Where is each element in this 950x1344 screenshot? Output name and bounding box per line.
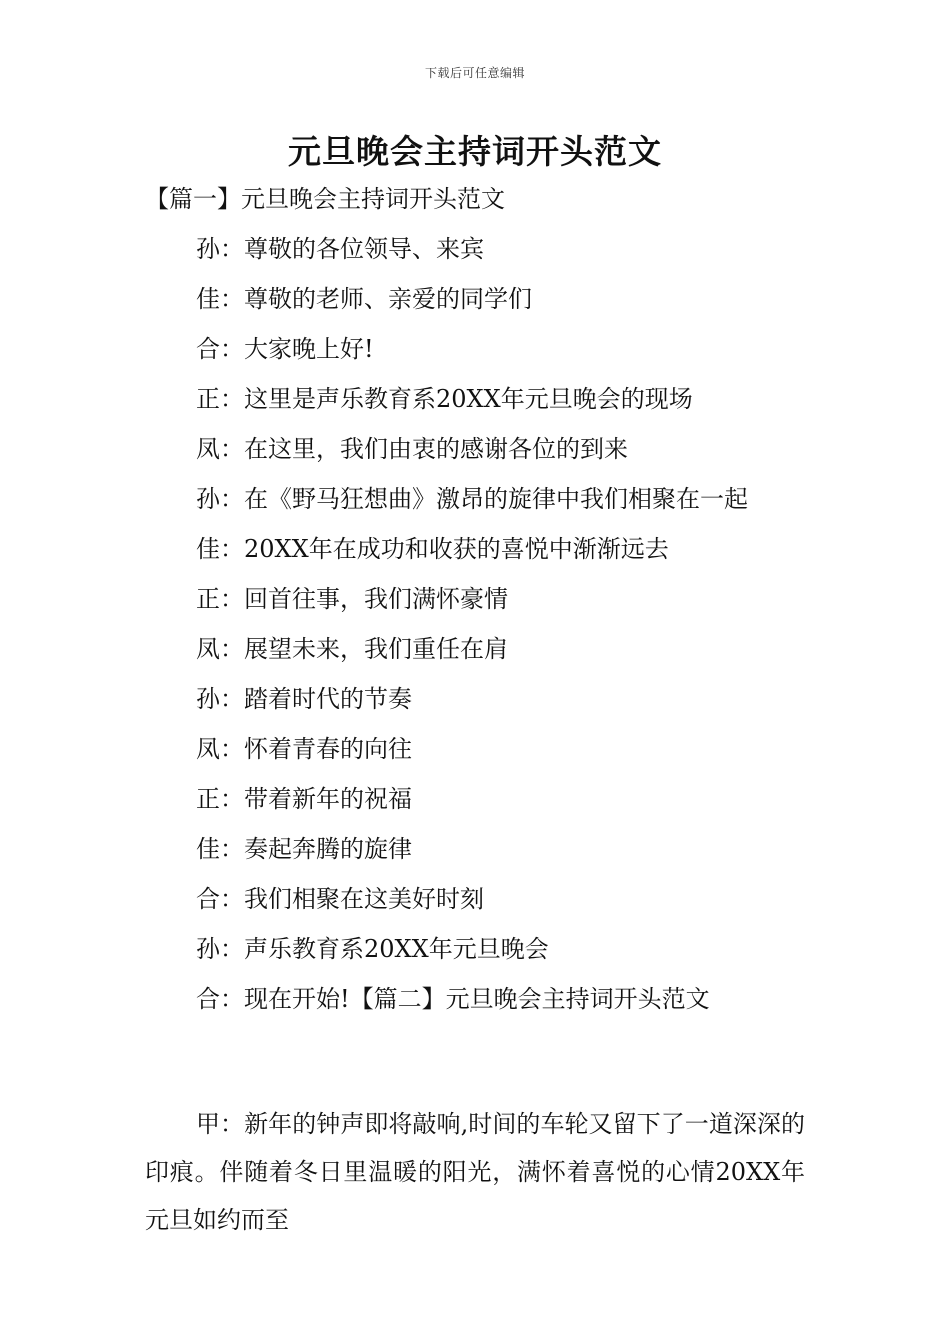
dialogue-line: 佳：20XX年在成功和收获的喜悦中渐渐远去 bbox=[196, 535, 669, 563]
dialogue-line: 凤：在这里，我们由衷的感谢各位的到来 bbox=[196, 435, 628, 463]
dialogue-line: 合：我们相聚在这美好时刻 bbox=[196, 885, 484, 913]
dialogue-line: 凤：展望未来，我们重任在肩 bbox=[196, 635, 508, 663]
dialogue-line: 正：这里是声乐教育系20XX年元旦晚会的现场 bbox=[196, 385, 693, 413]
dialogue-line: 合：大家晚上好! bbox=[196, 335, 374, 363]
header-note: 下载后可任意编辑 bbox=[424, 66, 525, 80]
dialogue-list bbox=[196, 231, 748, 1031]
dialogue-line: 凤：怀着青春的向往 bbox=[196, 735, 412, 763]
dialogue-line: 孙：声乐教育系20XX年元旦晚会 bbox=[196, 935, 549, 963]
dialogue-line: 孙：尊敬的各位领导、来宾 bbox=[196, 235, 484, 263]
dialogue-line: 正：带着新年的祝福 bbox=[196, 785, 412, 813]
dialogue-line: 合：现在开始!【篇二】元旦晚会主持词开头范文 bbox=[196, 985, 710, 1013]
dialogue-line: 正：回首往事，我们满怀豪情 bbox=[196, 585, 508, 613]
dialogue-line: 孙：踏着时代的节奏 bbox=[196, 685, 412, 713]
dialogue-line: 佳：奏起奔腾的旋律 bbox=[196, 835, 412, 863]
section-heading: 【篇一】元旦晚会主持词开头范文 bbox=[145, 185, 505, 213]
document-title: 元旦晚会主持词开头范文 bbox=[288, 132, 662, 171]
body-paragraph: 甲：新年的钟声即将敲响,时间的车轮又留下了一道深深的印痕。伴随着冬日里温暖的阳光，满怀着喜悦的心情20XX年元旦如约而至 bbox=[145, 1110, 805, 1234]
dialogue-line: 佳：尊敬的老师、亲爱的同学们 bbox=[196, 285, 532, 313]
dialogue-line: 孙：在《野马狂想曲》激昂的旋律中我们相聚在一起 bbox=[196, 485, 748, 513]
